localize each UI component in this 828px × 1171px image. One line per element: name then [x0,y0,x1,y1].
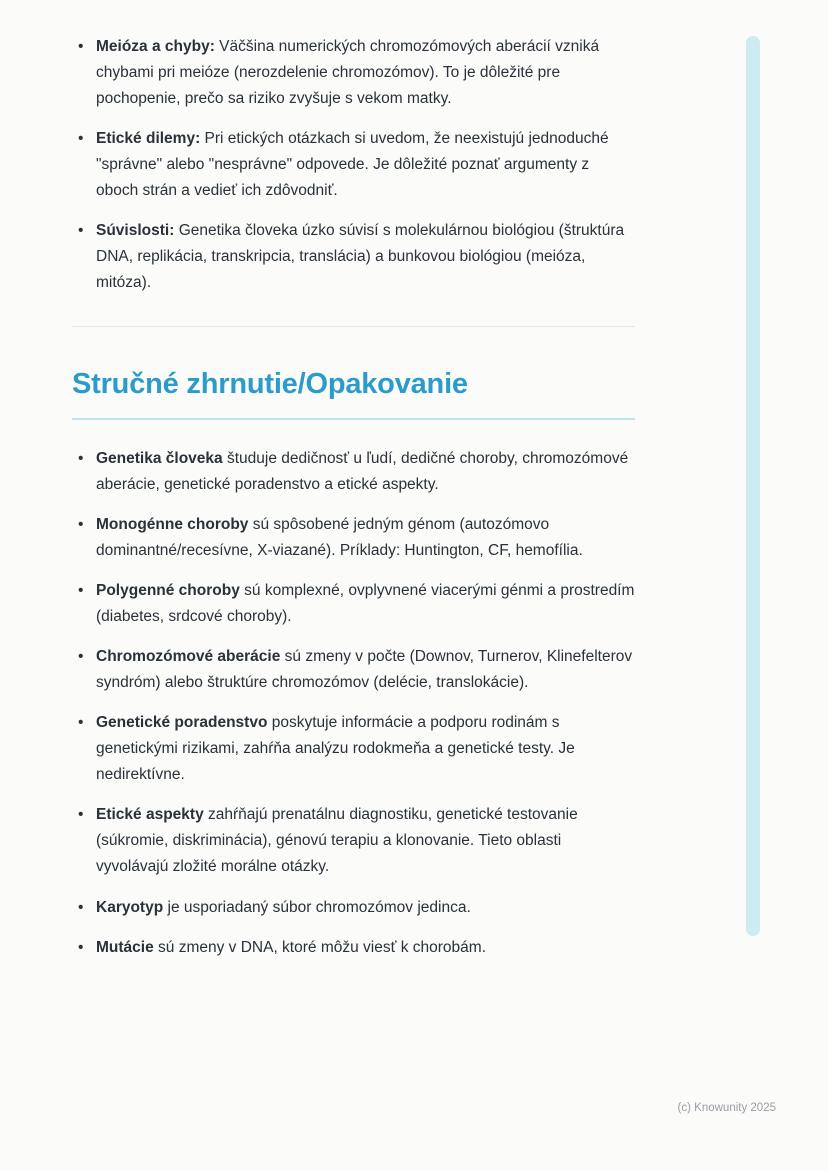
intro-bullet-list [72,34,635,296]
bullet-lead: Etické aspekty [96,806,204,824]
scrollbar-thumb[interactable] [746,36,760,936]
bullet-text: sú komplexné, ovplyvnené viacerými génmi a prostredím (diabetes, srdcové choroby). [96,582,635,626]
list-item [72,644,635,696]
bullet-lead: Karyotyp [96,898,164,916]
list-item [72,710,635,788]
list-item [72,512,635,564]
bullet-text: zahŕňajú prenatálnu diagnostiku, genetické testovanie (súkromie, diskriminácia), génovú terapiu a klonovanie. Tieto oblasti vyvolávajú zložité morálne otázky. [96,806,578,876]
list-item [72,895,635,921]
bullet-lead: Genetické poradenstvo [96,714,268,732]
section-title-underline [72,418,635,420]
bullet-lead: Mutácie [96,938,154,956]
section-divider [72,326,635,327]
bullet-text: Väčšina numerických chromozómových aberácií vzniká chybami pri meióze (nerozdelenie chromozómov). To je dôležité pre pochopenie, prečo sa riziko zvyšuje s vekom matky. [96,38,600,108]
list-item [72,935,635,961]
bullet-lead: Monogénne choroby [96,516,249,534]
bullet-lead: Chromozómové aberácie [96,648,281,666]
list-item [72,126,635,204]
document-content [72,34,635,975]
list-item [72,218,635,296]
bullet-lead: Etické dilemy: [96,130,201,148]
bullet-text: sú spôsobené jedným génom (autozómovo dominantné/recesívne, X-viazané). Príklady: Huntington, CF, hemofília. [96,516,583,560]
bullet-text: sú zmeny v počte (Downov, Turnerov, Klinefelterov syndróm) alebo štruktúre chromozómov (delécie, translokácie). [96,648,633,692]
list-item [72,34,635,112]
bullet-text: Genetika človeka úzko súvisí s molekulárnou biológiou (štruktúra DNA, replikácia, transkripcia, translácia) a bunkovou biológiou (meióza, mitóza). [96,222,625,292]
list-item [72,446,635,498]
list-item [72,578,635,630]
summary-bullet-list [72,446,635,961]
bullet-text: Pri etických otázkach si uvedom, že neexistujú jednoduché "správne" alebo "nesprávne" odpovede. Je dôležité poznať argumenty z oboch strán a vedieť ich zdôvodniť. [96,130,609,200]
bullet-text: je usporiadaný súbor chromozómov jedinca. [163,898,471,916]
bullet-lead: Súvislosti: [96,222,175,240]
list-item [72,802,635,880]
bullet-text: študuje dedičnosť u ľudí, dedičné choroby, chromozómové aberácie, genetické poradenstvo a etické aspekty. [96,450,629,494]
bullet-lead: Meióza a chyby: [96,38,215,55]
bullet-text: sú zmeny v DNA, ktoré môžu viesť k chorobám. [153,938,486,956]
section-title: Stručné zhrnutie/Opakovanie [72,368,468,401]
bullet-lead: Genetika človeka [96,450,223,468]
bullet-text: poskytuje informácie a podporu rodinám s genetickými rizikami, zahŕňa analýzu rodokmeňa a genetické testy. Je nedirektívne. [96,714,575,784]
bullet-lead: Polygenné choroby [96,582,240,600]
footer-credit: (c) Knowunity 2025 [677,1102,776,1114]
